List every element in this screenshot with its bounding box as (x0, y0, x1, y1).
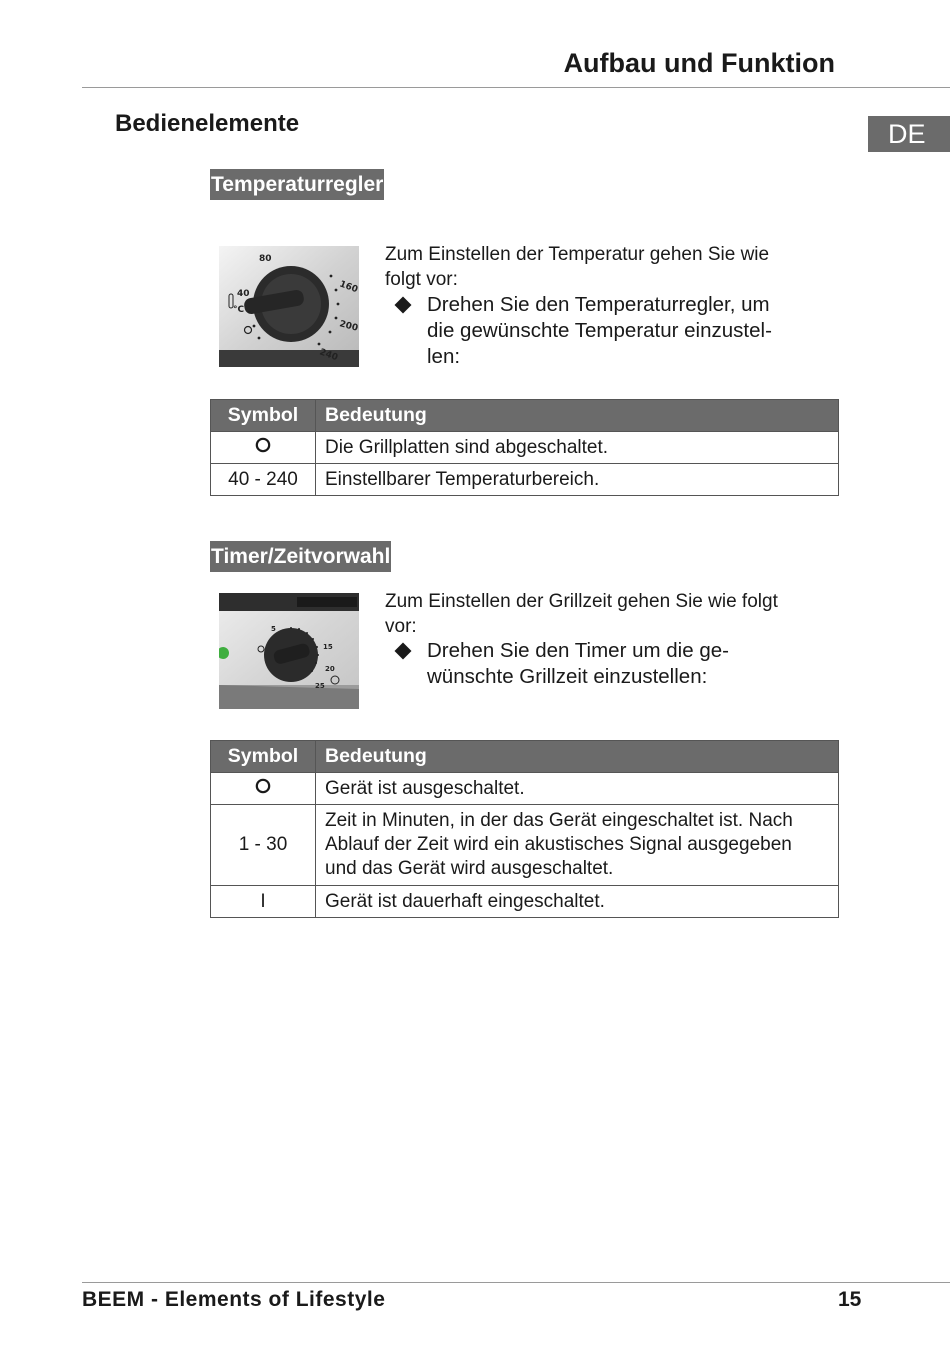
timer-table (210, 740, 839, 918)
dial-label: 160 (337, 279, 359, 296)
temperature-instruction: Drehen Sie den Temperaturregler, um die gewünschte Temperatur einzustel- len: (385, 292, 772, 370)
dial-label: 20 (325, 665, 335, 673)
table-row (211, 432, 839, 464)
timer-instruction: Drehen Sie den Timer um die ge- wünschte Grillzeit einzustellen: (385, 638, 729, 690)
table-row (211, 886, 839, 918)
page-header-title: Aufbau und Funktion (563, 48, 835, 78)
dial-label: °C (233, 305, 245, 315)
timer-intro: Zum Einstellen der Grillzeit gehen Sie wie folgt vor: (385, 591, 778, 637)
temperature-intro: Zum Einstellen der Temperatur gehen Sie wie folgt vor: (385, 244, 770, 290)
page-number: 15 (838, 1288, 862, 1311)
footer-divider (82, 1282, 950, 1283)
dial-label: 80 (259, 254, 272, 264)
symbol-cell: 1 - 30 (211, 805, 316, 886)
language-badge: DE (868, 116, 950, 152)
off-circle-icon (255, 437, 271, 453)
column-header-meaning: Bedeutung (316, 400, 839, 432)
table-header-row (211, 741, 839, 773)
footer-brand: BEEM - Elements of Lifestyle (82, 1288, 386, 1311)
meaning-cell: Zeit in Minuten, in der das Gerät eingeschaltet ist. Nach Ablauf der Zeit wird ein akustisches Signal ausgegeben und das Gerät wird ausgeschaltet. (316, 805, 839, 886)
table-header-row (211, 400, 839, 432)
meaning-cell: Einstellbarer Temperaturbereich. (316, 464, 839, 496)
table-row (211, 773, 839, 805)
off-circle-icon (255, 778, 271, 794)
table-row (211, 805, 839, 886)
meaning-cell: Gerät ist dauerhaft eingeschaltet. (316, 886, 839, 918)
dial-label: 240 (317, 347, 340, 364)
timer-dial-photo (219, 593, 359, 709)
column-header-symbol: Symbol (211, 400, 316, 432)
symbol-cell (211, 773, 316, 805)
diamond-bullet-icon (395, 297, 412, 314)
dial-label: 25 (315, 682, 325, 690)
meaning-cell: Die Grillplatten sind abgeschaltet. (316, 432, 839, 464)
header-divider (82, 87, 950, 88)
symbol-cell: I (211, 886, 316, 918)
diamond-bullet-icon (395, 643, 412, 660)
dial-label: 40 (237, 289, 250, 299)
symbol-cell (211, 432, 316, 464)
section-title: Bedienelemente (115, 110, 300, 137)
temperature-dial-illustration (219, 246, 359, 367)
column-header-symbol: Symbol (211, 741, 316, 773)
temperature-heading: Temperaturregler (210, 169, 384, 200)
column-header-meaning: Bedeutung (316, 741, 839, 773)
dial-label: 200 (338, 319, 359, 334)
temperature-table (210, 399, 839, 496)
timer-heading: Timer/Zeitvorwahl (210, 541, 391, 572)
meaning-cell: Gerät ist ausgeschaltet. (316, 773, 839, 805)
table-row (211, 464, 839, 496)
dial-label: 15 (323, 643, 333, 651)
dial-label: 5 (271, 625, 276, 633)
symbol-cell: 40 - 240 (211, 464, 316, 496)
timer-dial-illustration (219, 593, 359, 709)
temperature-dial-photo (219, 246, 359, 367)
